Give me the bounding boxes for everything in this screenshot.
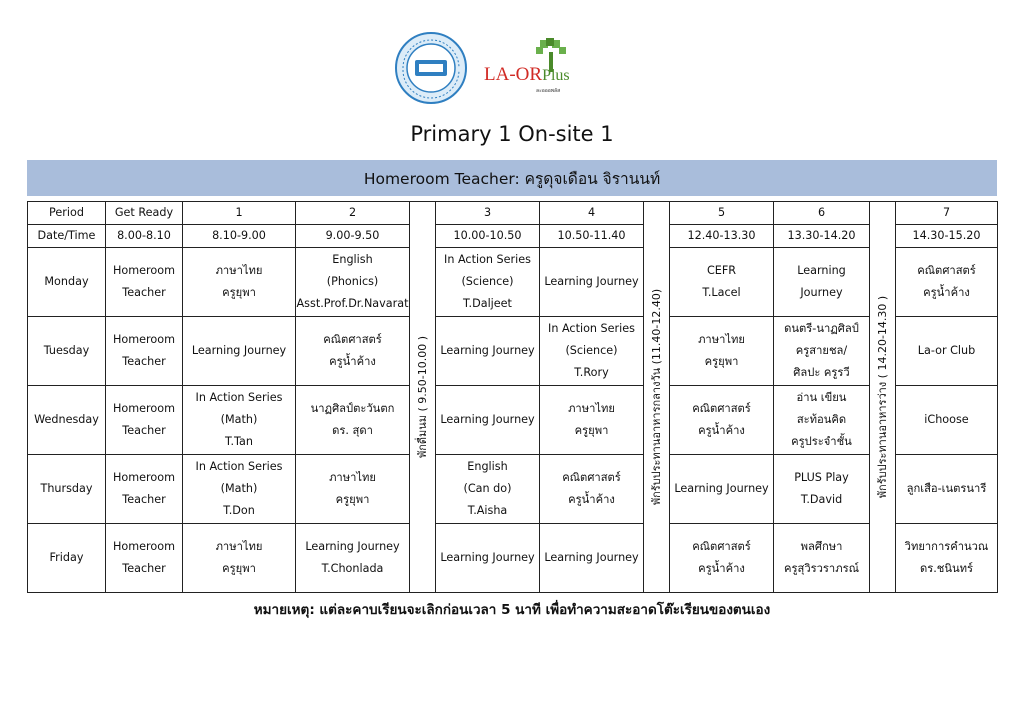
class-line: ภาษาไทย — [215, 264, 263, 277]
class-cell — [436, 248, 540, 317]
class-cell — [670, 386, 774, 455]
class-line: T.Aisha — [467, 504, 508, 517]
logo-wordmark: LA-ORPlus — [484, 64, 570, 85]
class-cell — [670, 455, 774, 524]
class-line: Teacher — [122, 562, 166, 575]
class-line: ครูสุวิรวราภรณ์ — [784, 562, 859, 575]
period-header-cell: 4 — [540, 202, 644, 225]
day-label: Thursday — [28, 455, 106, 524]
class-line: (Science) — [565, 344, 618, 357]
timetable — [27, 201, 998, 593]
class-cell — [774, 455, 870, 524]
class-line: Learning Journey — [440, 551, 535, 564]
class-line: T.Tan — [225, 435, 253, 448]
class-cell — [436, 386, 540, 455]
class-cell — [670, 524, 774, 593]
class-line: Homeroom — [113, 264, 175, 277]
class-line: ภาษาไทย — [215, 540, 263, 553]
class-cell — [106, 248, 183, 317]
class-line: ครูน้ำค้าง — [698, 424, 745, 437]
class-line: ดร. สุดา — [332, 424, 373, 437]
class-line: คณิตศาสตร์ — [692, 402, 751, 415]
class-cell — [183, 248, 296, 317]
class-line: Homeroom — [113, 333, 175, 346]
class-cell — [183, 317, 296, 386]
time-header-cell: 10.00-10.50 — [436, 225, 540, 248]
class-line: Journey — [800, 286, 843, 299]
class-cell — [106, 317, 183, 386]
class-line: T.Daljeet — [463, 297, 512, 310]
day-row-monday — [28, 248, 998, 317]
class-line: ดร.ชนินทร์ — [919, 562, 974, 575]
footnote: หมายเหตุ: แต่ละคาบเรียนจะเลิกก่อนเวลา 5 นาที เพื่อทำความสะอาดโต๊ะเรียนของตนเอง — [253, 602, 771, 618]
class-cell — [106, 386, 183, 455]
class-line: T.David — [800, 493, 843, 506]
class-line: ครูยุพา — [574, 424, 609, 437]
class-line: T.Lacel — [702, 286, 741, 299]
class-cell — [436, 455, 540, 524]
class-line: ครูน้ำค้าง — [568, 493, 615, 506]
class-line: Teacher — [122, 355, 166, 368]
day-label: Tuesday — [28, 317, 106, 386]
class-line: Learning Journey — [191, 344, 287, 357]
class-cell — [540, 248, 644, 317]
class-line: ครูน้ำค้าง — [698, 562, 745, 575]
class-line: คณิตศาสตร์ — [323, 333, 382, 346]
class-line: ครูน้ำค้าง — [923, 286, 970, 299]
class-line: พลศึกษา — [800, 540, 843, 553]
morning-break-label: พักดื่มนม ( 9.50-10.00 ) — [415, 335, 429, 459]
class-line: In Action Series — [195, 460, 283, 473]
class-line: In Action Series — [444, 253, 531, 266]
class-line: La-or Club — [917, 344, 976, 357]
class-line: ครูยุพา — [222, 562, 256, 575]
class-line: วิทยาการคำนวณ — [904, 540, 989, 553]
class-line: Teacher — [122, 286, 166, 299]
time-header-cell: 14.30-15.20 — [896, 225, 998, 248]
class-line: ลูกเสือ-เนตรนารี — [906, 482, 987, 495]
class-line: (Math) — [220, 413, 258, 426]
class-cell — [670, 317, 774, 386]
class-line: In Action Series — [548, 322, 635, 335]
time-header-cell: 13.30-14.20 — [774, 225, 870, 248]
day-row-wednesday — [28, 386, 998, 455]
class-line: คณิตศาสตร์ — [692, 540, 751, 553]
class-line: Learning Journey — [305, 540, 400, 553]
day-label: Wednesday — [28, 386, 106, 455]
laor-plus-logo — [484, 38, 606, 100]
class-cell — [896, 317, 998, 386]
class-cell — [540, 455, 644, 524]
period-row — [28, 202, 998, 225]
break-column-cell — [644, 202, 670, 593]
logo-subtext: ละอออพลัส — [536, 88, 561, 94]
day-row-thursday — [28, 455, 998, 524]
class-line: ครูยุพา — [222, 286, 256, 299]
class-line: (Can do) — [463, 482, 512, 495]
class-line: ครูยุพา — [704, 355, 739, 368]
time-header-cell: 8.00-8.10 — [106, 225, 183, 248]
class-line: คณิตศาสตร์ — [562, 471, 621, 484]
school-logo — [395, 32, 467, 104]
class-line: สะท้อนคิด — [796, 413, 847, 426]
class-line: Learning — [797, 264, 846, 277]
class-line: (Phonics) — [326, 275, 379, 288]
class-line: Homeroom — [113, 540, 175, 553]
afternoon-break-label: พักรับประทานอาหารว่าง ( 14.20-14.30 ) — [875, 295, 889, 499]
class-line: ศิลปะ ครูรวี — [793, 366, 850, 379]
class-line: ครูน้ำค้าง — [329, 355, 376, 368]
class-cell — [296, 386, 410, 455]
class-cell — [896, 524, 998, 593]
class-line: Homeroom — [113, 471, 175, 484]
class-line: Learning Journey — [544, 275, 639, 288]
class-cell — [774, 386, 870, 455]
class-line: Homeroom — [113, 402, 175, 415]
class-cell — [183, 524, 296, 593]
class-cell — [183, 386, 296, 455]
class-line: Learning Journey — [544, 551, 639, 564]
period-header-cell: 3 — [436, 202, 540, 225]
time-header-cell: 12.40-13.30 — [670, 225, 774, 248]
time-header-cell: 8.10-9.00 — [183, 225, 296, 248]
class-line: In Action Series — [195, 391, 283, 404]
class-line: ครูยุพา — [335, 493, 370, 506]
day-row-tuesday — [28, 317, 998, 386]
time-header-cell: Date/Time — [28, 225, 106, 248]
homeroom-teacher-banner: Homeroom Teacher: ครูดุจเดือน จิรานนท์ — [27, 160, 997, 196]
class-cell — [896, 386, 998, 455]
class-line: Teacher — [122, 493, 166, 506]
class-line: อ่าน เขียน — [796, 391, 847, 404]
class-line: Learning Journey — [440, 413, 535, 426]
period-header-cell: 6 — [774, 202, 870, 225]
class-line: ภาษาไทย — [568, 402, 615, 415]
day-label: Friday — [28, 524, 106, 593]
page-title: Primary 1 On-site 1 — [410, 122, 614, 146]
class-line: T.Rory — [574, 366, 609, 379]
class-line: CEFR — [706, 264, 737, 277]
class-line: ภาษาไทย — [698, 333, 745, 346]
class-cell — [296, 317, 410, 386]
class-line: T.Chonlada — [321, 562, 384, 575]
class-cell — [774, 248, 870, 317]
class-line: English — [332, 253, 373, 266]
class-line: iChoose — [924, 413, 969, 426]
period-header-cell: 2 — [296, 202, 410, 225]
lunch-break-label: พักรับประทานอาหารกลางวัน (11.40-12.40) — [649, 288, 663, 506]
class-line: นาฏศิลป์ตะวันตก — [310, 402, 395, 415]
class-cell — [436, 524, 540, 593]
class-cell — [436, 317, 540, 386]
time-row — [28, 225, 998, 248]
class-line: Asst.Prof.Dr.Navarat — [296, 297, 409, 310]
class-line: Learning Journey — [440, 344, 535, 357]
class-line: ครูสายชล/ — [795, 344, 848, 357]
day-label: Monday — [28, 248, 106, 317]
period-header-cell: Get Ready — [106, 202, 183, 225]
class-line: ดนตรี-นาฏศิลป์ — [784, 322, 859, 335]
class-cell — [540, 524, 644, 593]
class-line: (Science) — [461, 275, 514, 288]
time-header-cell: 9.00-9.50 — [296, 225, 410, 248]
class-cell — [296, 248, 410, 317]
class-cell — [106, 524, 183, 593]
class-cell — [183, 455, 296, 524]
time-header-cell: 10.50-11.40 — [540, 225, 644, 248]
class-cell — [670, 248, 774, 317]
class-line: ครูประจำชั้น — [791, 435, 852, 448]
class-cell — [106, 455, 183, 524]
day-row-friday — [28, 524, 998, 593]
period-header-cell: 1 — [183, 202, 296, 225]
class-cell — [774, 524, 870, 593]
class-cell — [896, 455, 998, 524]
class-line: Teacher — [122, 424, 166, 437]
class-cell — [774, 317, 870, 386]
break-column-cell — [410, 202, 436, 593]
class-line: Learning Journey — [674, 482, 769, 495]
class-line: T.Don — [223, 504, 255, 517]
class-cell — [296, 524, 410, 593]
class-line: (Math) — [220, 482, 258, 495]
period-header-cell: Period — [28, 202, 106, 225]
class-line: PLUS Play — [794, 471, 849, 484]
class-cell — [540, 317, 644, 386]
class-cell — [540, 386, 644, 455]
class-line: English — [467, 460, 508, 473]
break-column-cell — [870, 202, 896, 593]
class-line: ภาษาไทย — [329, 471, 376, 484]
period-header-cell: 5 — [670, 202, 774, 225]
class-line: คณิตศาสตร์ — [917, 264, 976, 277]
class-cell — [896, 248, 998, 317]
class-cell — [296, 455, 410, 524]
period-header-cell: 7 — [896, 202, 998, 225]
